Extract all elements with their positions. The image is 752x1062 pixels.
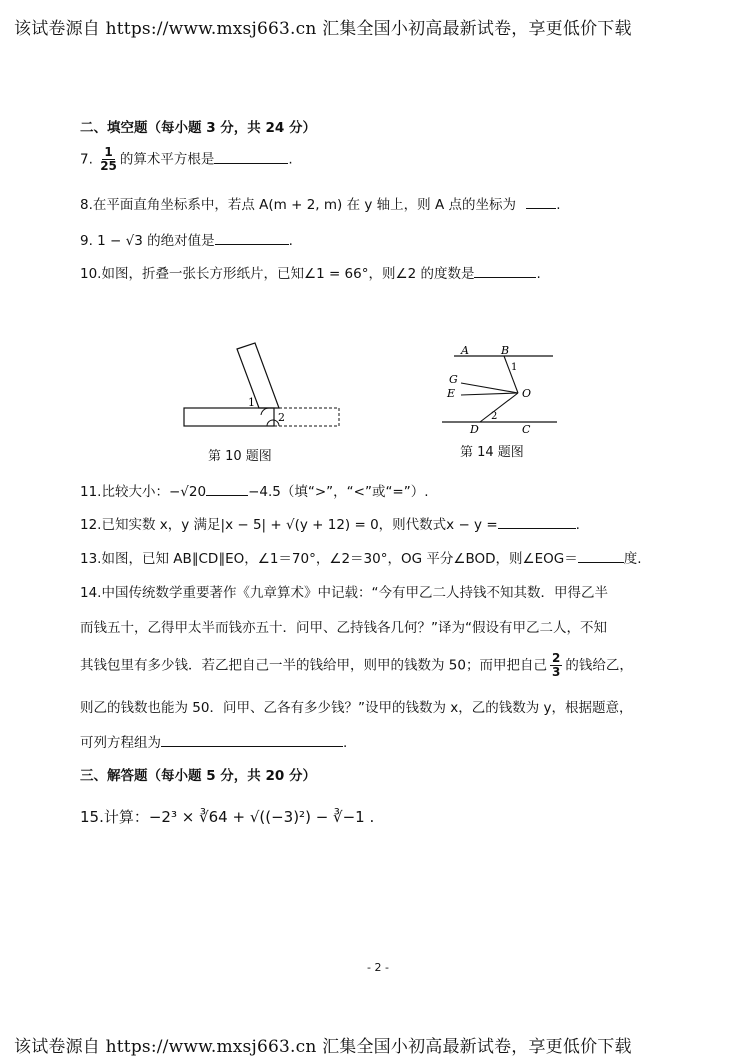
figure-10-folded-rectangle [175,335,355,440]
q14-fraction-denominator: 3 [551,665,561,679]
q13-answer-blank [578,550,624,563]
q12-answer-blank [498,516,576,529]
footer-banner: 该试卷源自 https://www.mxsj663.cn 汇集全国小初高最新试卷，享更低价下载 [14,1037,632,1057]
fig14-label-D: D [470,423,479,436]
question-14-line-1: 14.中国传统数学重要著作《九章算术》中记载：“今有甲乙二人持钱不知其数．甲得乙半 [80,585,608,601]
figure-14-caption: 第 14 题图 [460,445,524,460]
q9-text: 9. 1 − √3 的绝对值是 [80,233,215,249]
figure-14-parallel-lines [440,340,560,440]
q8-answer-blank [526,196,556,209]
q14-fraction-numerator: 2 [551,651,561,665]
q14-period: . [343,735,348,751]
fig14-label-G: G [449,373,458,386]
fig10-angle-1-label: 1 [248,396,255,409]
q12-period: . [575,517,580,533]
q11-right: −4.5（填“>”，“<”或“=”）. [248,484,429,500]
q14-fraction [550,652,562,679]
fig14-angle-1-label: 1 [511,362,518,373]
q8-text: 8.在平面直角坐标系中，若点 A(m + 2, m) 在 y 轴上，则 A 点的坐标为 [80,197,516,213]
q8-period: . [556,197,561,213]
section-fill-in-heading: 二、填空题（每小题 3 分，共 24 分） [80,120,316,136]
q11-left: 11.比较大小：−√20 [80,484,207,500]
question-13 [80,547,642,567]
q13-unit: 度. [623,551,642,567]
figure-10-caption: 第 10 题图 [208,449,272,464]
fig14-label-A: A [461,344,469,357]
q12-text: 12.已知实数 x，y 满足|x − 5| + √(y + 12) = 0，则代数式x − y = [80,517,498,533]
q7-text: 的算术平方根是 [119,151,215,168]
q9-period: . [288,233,293,249]
q7-fraction [100,146,117,173]
q14-line3-end: 的钱给乙， [565,657,633,674]
question-15: 15.计算：−2³ × ∛64 + √((−3)²) − ∛−1 . [80,808,375,826]
page-number: - 2 - [367,961,389,974]
q7-denominator: 25 [100,159,117,173]
q7-answer-blank [214,151,288,164]
q10-text: 10.如图，折叠一张长方形纸片，已知∠1 = 66°，则∠2 的度数是 [80,266,475,282]
q7-numerator: 1 [104,145,113,159]
question-14-line-5 [80,731,347,751]
q7-number: 7. [80,151,93,168]
question-8 [80,193,561,213]
q9-answer-blank [215,232,289,245]
question-14-line-3 [80,652,633,679]
q14-line3-start: 其钱包里有多少钱．若乙把自己一半的钱给甲，则甲的钱数为 50；而甲把自己 [80,657,547,674]
header-banner: 该试卷源自 https://www.mxsj663.cn 汇集全国小初高最新试卷，享更低价下载 [14,19,632,39]
section-solve-heading: 三、解答题（每小题 5 分，共 20 分） [80,768,316,784]
question-14-line-2: 而钱五十，乙得甲太半而钱亦五十．问甲、乙持钱各几何？”译为“假设有甲乙二人，不知 [80,620,607,636]
question-7 [80,146,293,173]
fig14-angle-2-label: 2 [491,411,498,422]
q7-period: . [288,151,293,168]
q10-answer-blank [474,265,536,278]
question-10 [80,262,541,282]
question-9 [80,229,293,249]
q14-line5-text: 可列方程组为 [80,735,161,751]
q13-text: 13.如图，已知 AB∥CD∥EO，∠1＝70°，∠2＝30°，OG 平分∠BOD，则∠EOG＝ [80,551,578,567]
question-12 [80,513,580,533]
fig14-label-E: E [447,387,456,400]
fig14-label-B: B [501,344,510,357]
q14-answer-blank [161,734,343,747]
question-14-line-4: 则乙的钱数也能为 50．问甲、乙各有多少钱？”设甲的钱数为 x，乙的钱数为 y，根据题意， [80,700,633,716]
q10-period: . [536,266,541,282]
fig14-label-O: O [522,387,532,400]
q11-answer-blank [206,483,248,496]
fig10-angle-2-label: 2 [278,411,285,424]
question-11 [80,480,429,500]
fig14-label-C: C [522,423,531,436]
